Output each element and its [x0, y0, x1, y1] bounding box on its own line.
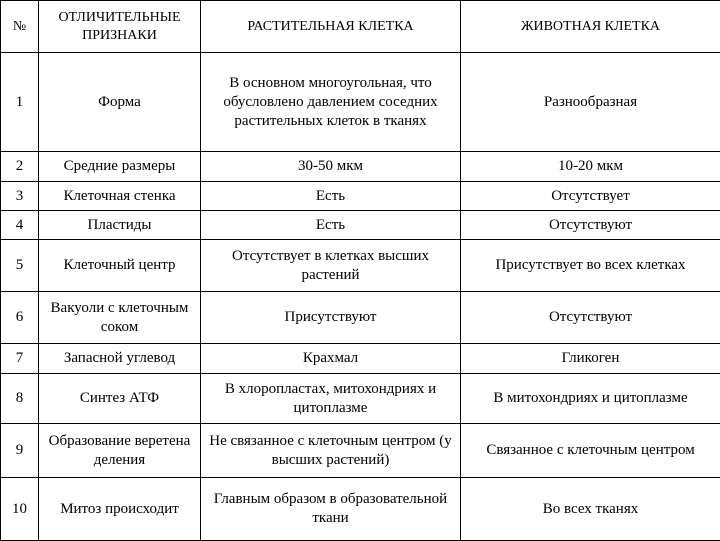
row-animal: Отсутствуют	[461, 211, 720, 240]
row-animal: В митохондриях и цитоплазме	[461, 374, 720, 424]
row-animal: 10-20 мкм	[461, 152, 720, 182]
table-row	[1, 53, 720, 152]
row-feature: Синтез АТФ	[39, 374, 201, 424]
header-feature: ОТЛИЧИТЕЛЬНЫЕ ПРИЗНАКИ	[39, 1, 201, 53]
row-plant: Присутствуют	[201, 292, 461, 344]
table-row	[1, 240, 720, 292]
table-row	[1, 478, 720, 541]
header-num: №	[1, 1, 39, 53]
row-animal: Присутствует во всех клетках	[461, 240, 720, 292]
row-num: 7	[1, 344, 39, 374]
row-feature: Форма	[39, 53, 201, 152]
row-feature: Пластиды	[39, 211, 201, 240]
header-row	[1, 1, 720, 53]
table-row	[1, 292, 720, 344]
row-plant: Есть	[201, 211, 461, 240]
table-row	[1, 211, 720, 240]
row-feature: Образование веретена деления	[39, 424, 201, 478]
row-num: 10	[1, 478, 39, 541]
row-plant: Не связанное с клеточным центром (у высших растений)	[201, 424, 461, 478]
row-animal: Разнообразная	[461, 53, 720, 152]
row-feature: Митоз происходит	[39, 478, 201, 541]
table-row	[1, 152, 720, 182]
row-plant: Есть	[201, 182, 461, 211]
row-animal: Связанное с клеточным центром	[461, 424, 720, 478]
table-row	[1, 182, 720, 211]
row-feature: Клеточная стенка	[39, 182, 201, 211]
row-feature: Средние размеры	[39, 152, 201, 182]
row-plant: В хлоропластах, митохондриях и цитоплазме	[201, 374, 461, 424]
row-plant: В основном многоугольная, что обусловлено давлением соседних растительных клеток в тканях	[201, 53, 461, 152]
header-plant: РАСТИТЕЛЬНАЯ КЛЕТКА	[201, 1, 461, 53]
row-num: 1	[1, 53, 39, 152]
row-plant: Крахмал	[201, 344, 461, 374]
row-num: 4	[1, 211, 39, 240]
row-feature: Клеточный центр	[39, 240, 201, 292]
row-num: 8	[1, 374, 39, 424]
row-plant: 30-50 мкм	[201, 152, 461, 182]
row-num: 9	[1, 424, 39, 478]
row-feature: Вакуоли с клеточным соком	[39, 292, 201, 344]
row-animal: Во всех тканях	[461, 478, 720, 541]
row-animal: Отсутствует	[461, 182, 720, 211]
table-row	[1, 344, 720, 374]
row-num: 6	[1, 292, 39, 344]
row-animal: Гликоген	[461, 344, 720, 374]
row-plant: Отсутствует в клетках высших растений	[201, 240, 461, 292]
table-row	[1, 374, 720, 424]
row-num: 5	[1, 240, 39, 292]
row-animal: Отсутствуют	[461, 292, 720, 344]
row-plant: Главным образом в образовательной ткани	[201, 478, 461, 541]
row-feature: Запасной углевод	[39, 344, 201, 374]
row-num: 3	[1, 182, 39, 211]
row-num: 2	[1, 152, 39, 182]
table-row	[1, 424, 720, 478]
header-animal: ЖИВОТНАЯ КЛЕТКА	[461, 1, 720, 53]
